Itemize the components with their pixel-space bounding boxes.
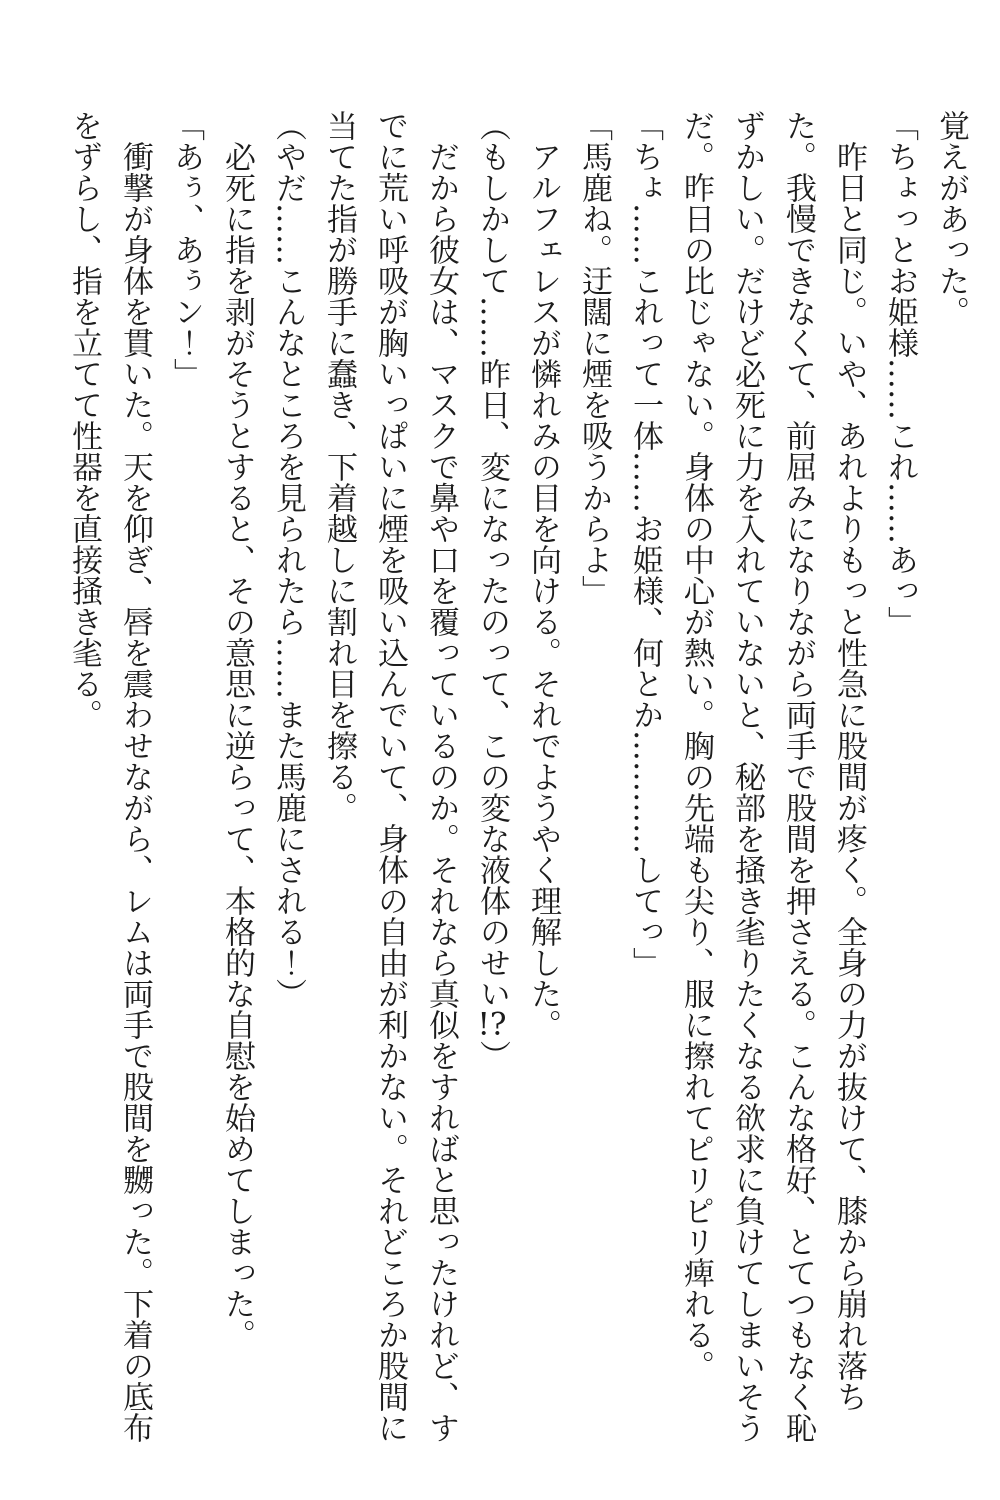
paragraph-1: 覚えがあった。 [933, 110, 969, 327]
paragraph-7-text: （もしかして……昨日、変になったのって、この変な液体のせい [474, 110, 510, 1009]
paragraph-11-dialogue: 「あぅ、あぅン！」 [168, 110, 204, 389]
paragraph-7-thought [466, 110, 517, 1444]
paragraph-6: アルフェレスが憐れみの目を向ける。それでようやく理解した。 [525, 141, 561, 1040]
paragraph-2-dialogue: 「ちょっとお姫様……これ……あっ」 [882, 110, 918, 637]
paragraph-9-thought: （やだ……こんなところを見られたら……また馬鹿にされる！） [270, 110, 306, 1009]
paragraph-4-dialogue: 「ちょ……これって一体……お姫様、何とか…………してっ」 [627, 110, 663, 978]
paragraph-5-dialogue: 「馬鹿ね。迂闊に煙を吸うからよ」 [576, 110, 612, 606]
page-text-body [58, 110, 976, 1444]
paragraph-8: だから彼女は、マスクで鼻や口を覆っているのか。それなら真似をすればと思ったけれど、すでに荒い呼吸が胸いっぱいに煙を吸い込んでいて、身体の自由が利かない。それどころか股間に当てた指が勝手に蠢き、下着越しに割れ目を擦る。 [321, 110, 459, 1443]
paragraph-7-close-paren: ） [474, 1040, 510, 1071]
paragraph-3: 昨日と同じ。いや、あれよりもっと性急に股間が疼く。全身の力が抜けて、膝から崩れ落ちた。我慢できなくて、前屈みになりながら両手で股間を押さえる。こんな格好、とてつもなく恥ずかしい。だけど必死に力を入れていないと、秘部を掻き毟りたくなる欲求に負けてしまいそうだ。昨日の比じゃない。身体の中心が熱い。胸の先端も尖り、服に擦れてピリピリ痺れる。 [678, 110, 867, 1443]
paragraph-10: 必死に指を剥がそうとすると、その意思に逆らって、本格的な自慰を始めてしまった。 [219, 141, 255, 1350]
paragraph-12: 衝撃が身体を貫いた。天を仰ぎ、唇を震わせながら、レムは両手で股間を嬲った。下着の底布をずらし、指を立てて性器を直接掻き毟る。 [66, 110, 153, 1443]
exclamation-question-cluster: !? [477, 1009, 507, 1040]
